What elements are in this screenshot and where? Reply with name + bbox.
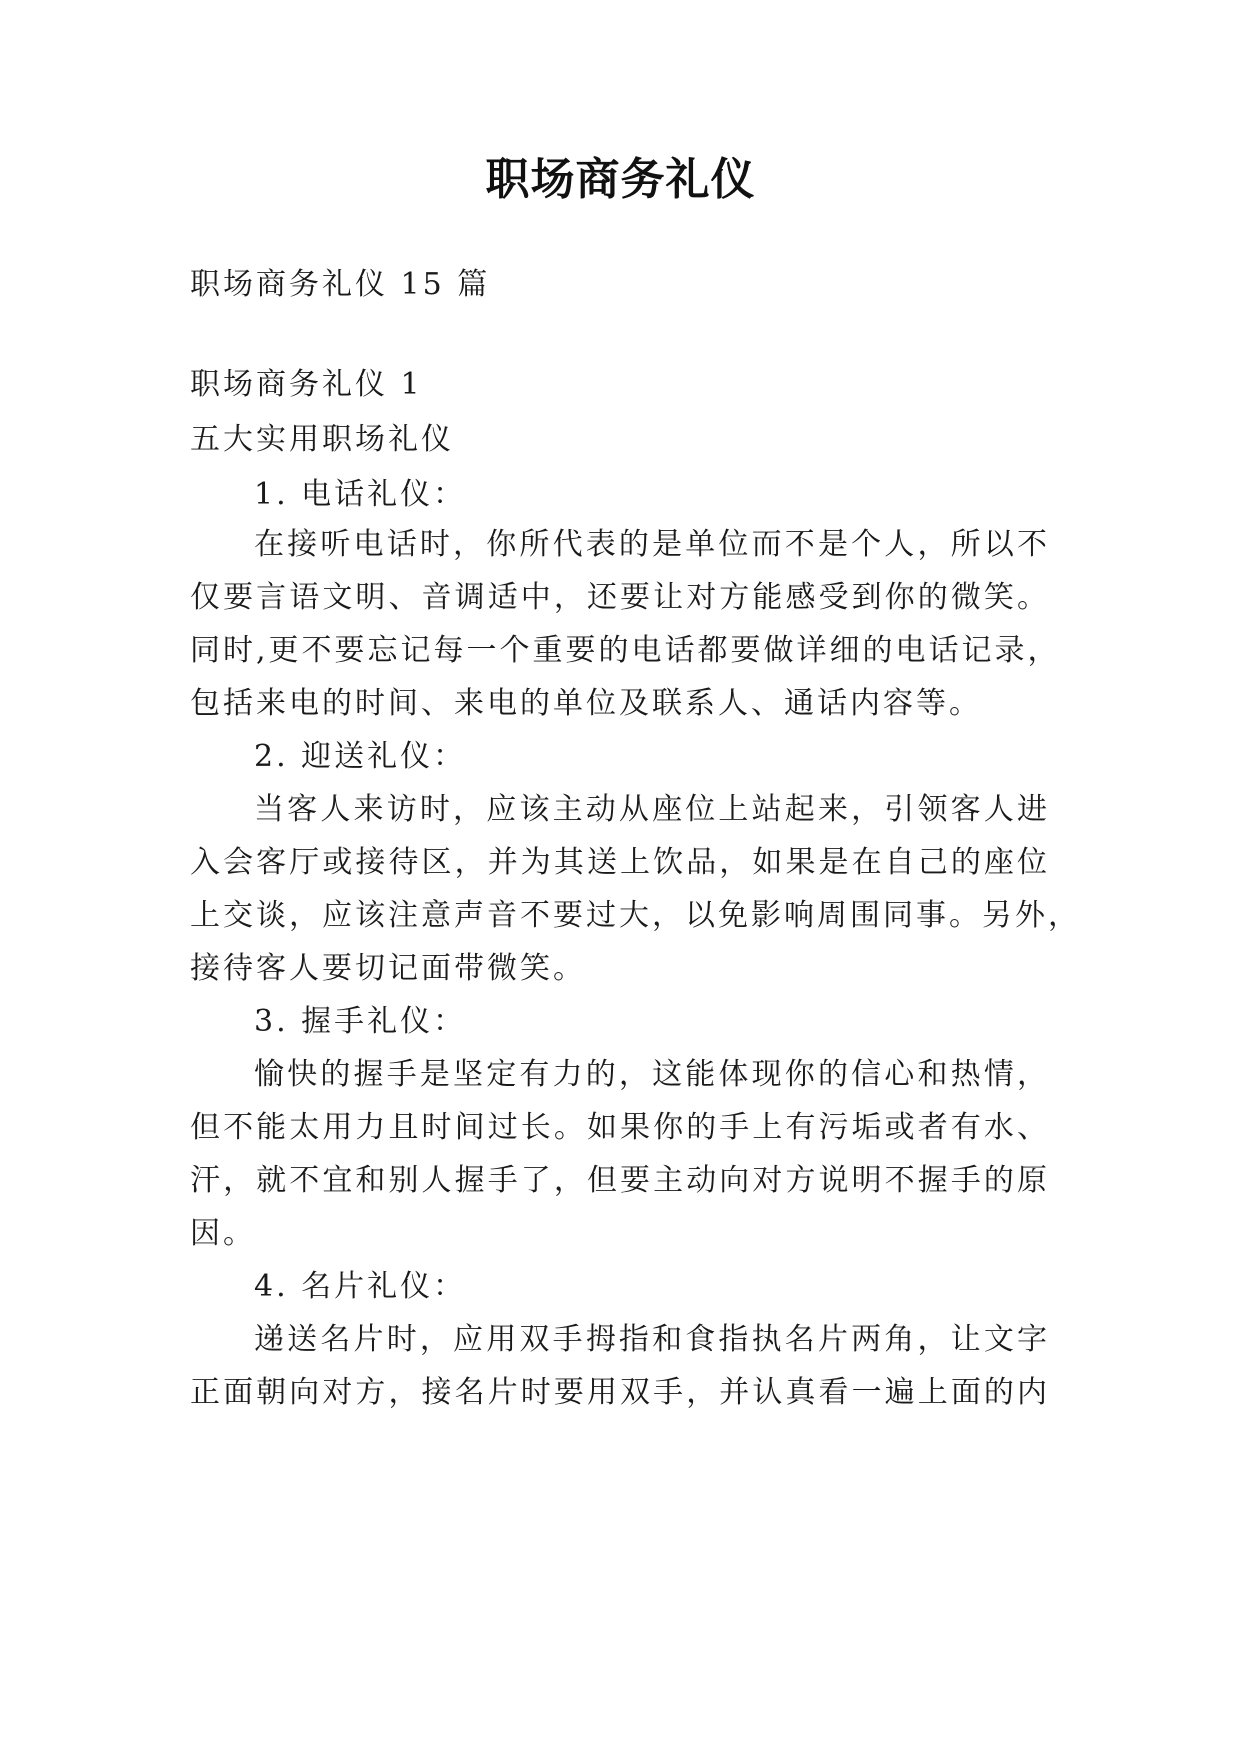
paragraph-line: 因。	[190, 1216, 256, 1251]
document-title: 职场商务礼仪	[485, 154, 756, 205]
paragraph-line: 仅要言语文明、音调适中，还要让对方能感受到你的微笑。	[190, 580, 1050, 615]
paragraph-line: 递送名片时，应用双手拇指和食指执名片两角，让文字	[254, 1322, 1050, 1357]
paragraph-line: 当客人来访时，应该主动从座位上站起来，引领客人进	[254, 792, 1050, 827]
paragraph-line: 接待客人要切记面带微笑。	[190, 951, 586, 986]
paragraph-line: 正面朝向对方，接名片时要用双手，并认真看一遍上面的内	[190, 1375, 1050, 1410]
item-heading-reception: 2. 迎送礼仪：	[254, 739, 467, 774]
section-heading: 职场商务礼仪 1	[190, 367, 423, 402]
paragraph-line: 同时,更不要忘记每一个重要的电话都要做详细的电话记录，	[190, 633, 1061, 668]
paragraph-line: 包括来电的时间、来电的单位及联系人、通话内容等。	[190, 686, 982, 721]
item-heading-phone: 1. 电话礼仪：	[254, 477, 467, 512]
paragraph-line: 在接听电话时，你所代表的是单位而不是个人，所以不	[254, 527, 1050, 562]
topic-heading: 五大实用职场礼仪	[190, 422, 454, 457]
item-heading-handshake: 3. 握手礼仪：	[254, 1004, 467, 1039]
paragraph-line: 愉快的握手是坚定有力的，这能体现你的信心和热情，	[254, 1057, 1050, 1092]
paragraph-line: 汗，就不宜和别人握手了，但要主动向对方说明不握手的原	[190, 1163, 1050, 1198]
paragraph-line: 入会客厅或接待区，并为其送上饮品，如果是在自己的座位	[190, 845, 1050, 880]
paragraph-line: 上交谈，应该注意声音不要过大，以免影响周围同事。另外，	[190, 898, 1081, 933]
item-heading-business-card: 4. 名片礼仪：	[254, 1269, 467, 1304]
document-subtitle: 职场商务礼仪 15 篇	[190, 267, 491, 302]
paragraph-line: 但不能太用力且时间过长。如果你的手上有污垢或者有水、	[190, 1110, 1050, 1145]
